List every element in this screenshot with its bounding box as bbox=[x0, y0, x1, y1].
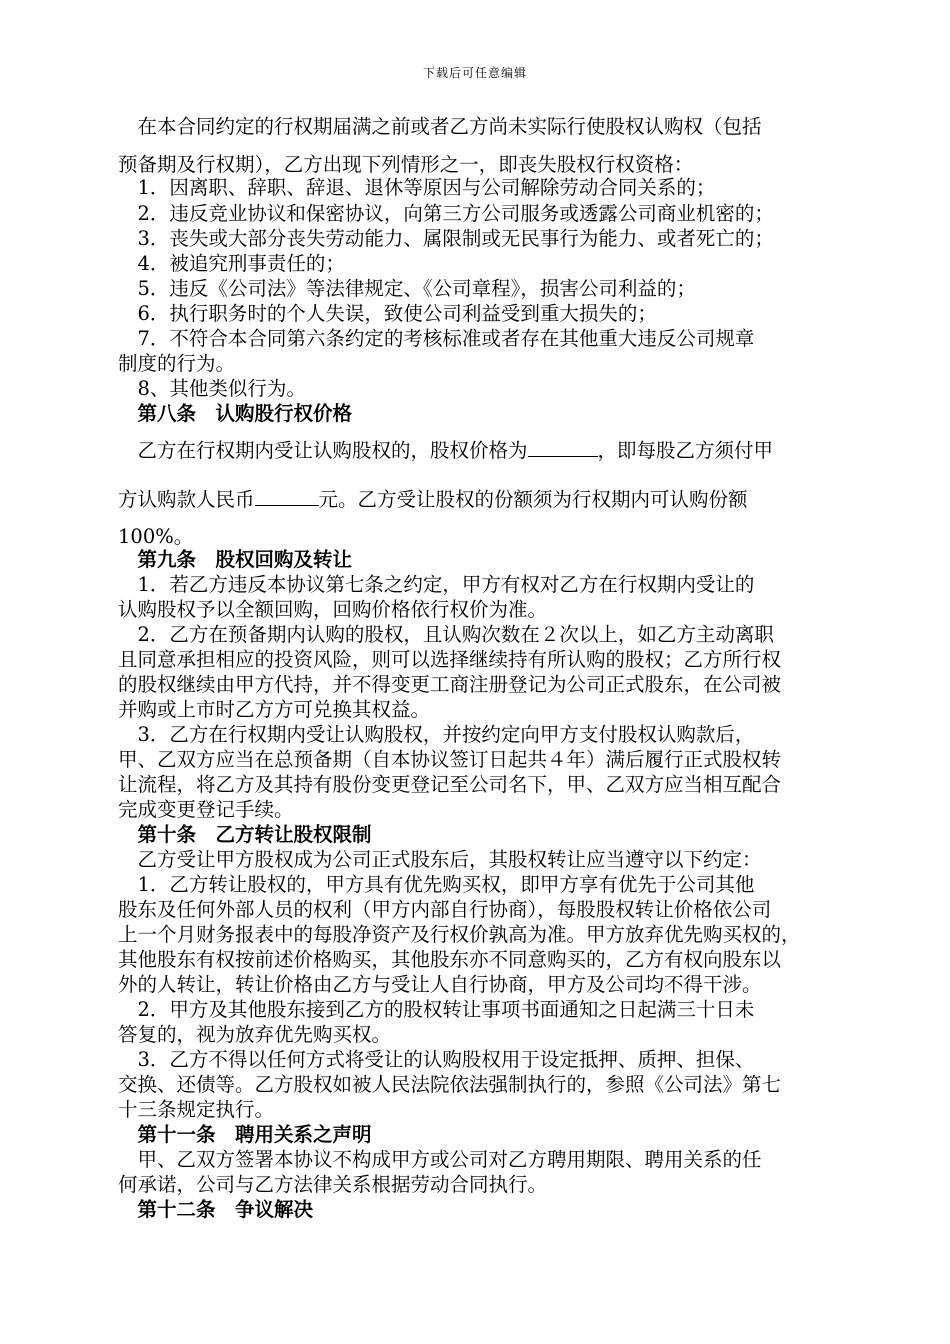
paragraph-line: 甲、乙双方签署本协议不构成甲方或公司对乙方聘用期限、聘用关系的任 bbox=[118, 1148, 762, 1171]
section-heading: 第十条 乙方转让股权限制 bbox=[118, 823, 372, 846]
list-item: 1．因离职、辞职、辞退、退休等原因与公司解除劳动合同关系的； bbox=[118, 176, 716, 199]
section-heading: 第九条 股权回购及转让 bbox=[118, 548, 353, 571]
paragraph-line: 且同意承担相应的投资风险，则可以选择继续持有所认购的股权；乙方所行权 bbox=[118, 648, 782, 671]
price-blank bbox=[528, 440, 598, 457]
paragraph-text: 乙方在行权期内受让认购股权的，股权价格为 bbox=[118, 439, 528, 462]
paragraph-line: 制度的行为。 bbox=[118, 352, 236, 375]
paragraph-line: 让流程，将乙方及其持有股份变更登记至公司名下，甲、乙双方应当相互配合 bbox=[118, 773, 782, 796]
paragraph-line: 其他股东有权按前述价格购买，其他股东亦不同意购买的，乙方有权向股东以 bbox=[118, 948, 782, 971]
paragraph-line: 预备期及行权期），乙方出现下列情形之一，即丧失股权行权资格： bbox=[118, 153, 694, 176]
paragraph-line: 股东及任何外部人员的权利（甲方内部自行协商），每股股权转让价格依公司 bbox=[118, 898, 772, 921]
paragraph-line: 外的人转让，转让价格由乙方与受让人自行协商，甲方及公司均不得干涉。 bbox=[118, 973, 762, 996]
paragraph-line: 答复的，视为放弃优先购买权。 bbox=[118, 1023, 392, 1046]
price-line bbox=[118, 440, 773, 461]
paragraph-line: 交换、还债等。乙方股权如被人民法院依法强制执行的，参照《公司法》第七 bbox=[118, 1073, 782, 1096]
section-heading: 第十一条 聘用关系之声明 bbox=[118, 1123, 372, 1146]
paragraph-line: 甲、乙双方应当在总预备期（自本协议签订日起共４年）满后履行正式股权转 bbox=[118, 748, 782, 771]
paragraph-line: 的股权继续由甲方代持，并不得变更工商注册登记为公司正式股东，在公司被 bbox=[118, 673, 782, 696]
paragraph-line: 3．乙方在行权期内受让认购股权，并按约定向甲方支付股权认购款后， bbox=[118, 723, 755, 746]
list-item: 5．违反《公司法》等法律规定、《公司章程》，损害公司利益的； bbox=[118, 277, 696, 300]
section-heading: 第八条 认购股行权价格 bbox=[118, 402, 353, 425]
list-item: 8、其他类似行为。 bbox=[118, 377, 306, 400]
paragraph-line: 并购或上市时乙方方可兑换其权益。 bbox=[118, 698, 431, 721]
paragraph-line: 在本合同约定的行权期届满之前或者乙方尚未实际行使股权认购权（包括 bbox=[118, 115, 762, 138]
paragraph-line: 乙方受让甲方股权成为公司正式股东后，其股权转让应当遵守以下约定： bbox=[118, 848, 762, 871]
paragraph-line: 认购股权予以全额回购，回购价格依行权价为准。 bbox=[118, 598, 548, 621]
paragraph-line: 上一个月财务报表中的每股净资产及行权价孰高为准。甲方放弃优先购买权的， bbox=[118, 923, 801, 946]
list-item: 2．违反竞业协议和保密协议，向第三方公司服务或透露公司商业机密的； bbox=[118, 202, 774, 225]
paragraph-line: 3．乙方不得以任何方式将受让的认购股权用于设定抵押、质押、担保、 bbox=[118, 1048, 755, 1071]
list-item: 6．执行职务时的个人失误，致使公司利益受到重大损失的； bbox=[118, 302, 657, 325]
paragraph-line: 100%。 bbox=[118, 525, 194, 548]
paragraph-text: 方认购款人民币 bbox=[118, 488, 255, 511]
paragraph-line: 完成变更登记手续。 bbox=[118, 798, 294, 821]
paragraph-text: ，即每股乙方须付甲 bbox=[597, 439, 774, 462]
list-item: 3．丧失或大部分丧失劳动能力、属限制或无民事行为能力、或者死亡的； bbox=[118, 227, 774, 250]
paragraph-line: 1．若乙方违反本协议第七条之约定，甲方有权对乙方在行权期内受让的 bbox=[118, 573, 755, 596]
section-heading: 第十二条 争议解决 bbox=[118, 1198, 314, 1221]
paragraph-text: 元。乙方受让股权的份额须为行权期内可认购份额 bbox=[318, 488, 748, 511]
amount-blank bbox=[255, 489, 319, 506]
list-item: 7．不符合本合同第六条约定的考核标准或者存在其他重大违反公司规章 bbox=[118, 327, 755, 350]
paragraph-line: 1．乙方转让股权的，甲方具有优先购买权，即甲方享有优先于公司其他 bbox=[118, 873, 755, 896]
paragraph-line: 何承诺，公司与乙方法律关系根据劳动合同执行。 bbox=[118, 1173, 548, 1196]
download-note: 下载后可任意编辑 bbox=[422, 66, 527, 80]
list-item: 4．被追究刑事责任的； bbox=[118, 252, 345, 275]
amount-line bbox=[118, 489, 748, 510]
paragraph-line: 十三条规定执行。 bbox=[118, 1098, 275, 1121]
paragraph-line: 2．乙方在预备期内认购的股权，且认购次数在２次以上，如乙方主动离职 bbox=[118, 623, 774, 646]
paragraph-line: 2．甲方及其他股东接到乙方的股权转让事项书面通知之日起满三十日未 bbox=[118, 998, 755, 1021]
